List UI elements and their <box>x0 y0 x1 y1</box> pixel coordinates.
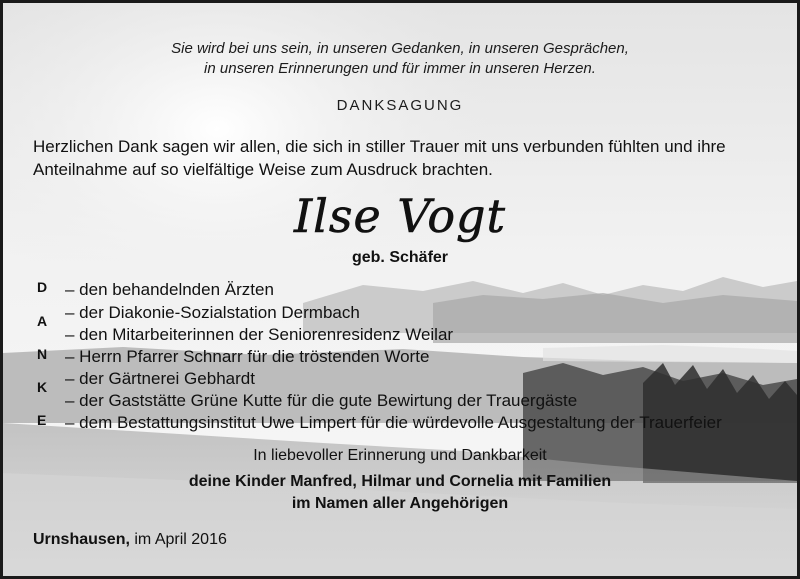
maiden-name: geb. Schäfer <box>351 249 449 266</box>
closing-line-3: im Namen aller Angehörigen <box>291 495 509 512</box>
thanks-line: – den behandelnden Ärzten <box>65 280 274 299</box>
closing-line-2: deine Kinder Manfred, Hilmar und Cornelia mit Familien <box>188 473 612 490</box>
closing-line-1: In liebevoller Erinnerung und Dankbarkeit <box>253 447 547 464</box>
thanks-line: – den Mitarbeiterinnen der Seniorenresidenz Weilar <box>65 325 454 344</box>
signoff-date: im April 2016 <box>129 531 227 548</box>
danke-letter-k: K <box>37 379 48 395</box>
thanks-line: – Herrn Pfarrer Schnarr für die tröstenden Worte <box>65 347 430 366</box>
heading: DANKSAGUNG <box>336 97 464 114</box>
danke-letter-n: N <box>37 346 48 362</box>
danke-letter-e: E <box>37 412 47 428</box>
signoff <box>33 531 227 549</box>
danke-letter-d: D <box>37 279 48 295</box>
deceased-name: Ilse Vogt <box>294 189 506 243</box>
motto-line-2: in unseren Erinnerungen und für immer in unseren Herzen. <box>204 60 596 77</box>
danke-letter-a: A <box>37 313 48 329</box>
content-layer <box>3 3 797 576</box>
thanks-line: – der Gärtnerei Gebhardt <box>65 369 255 388</box>
thanks-line: – der Gaststätte Grüne Kutte für die gute Bewirtung der Trauergäste <box>65 391 578 410</box>
thanks-line: – dem Bestattungsinstitut Uwe Limpert für die würdevolle Ausgestaltung der Trauerfeier <box>65 413 722 432</box>
signoff-place: Urnshausen, <box>33 531 130 548</box>
motto-line-1: Sie wird bei uns sein, in unseren Gedanken, in unseren Gesprächen, <box>171 40 629 57</box>
thanks-line: – der Diakonie-Sozialstation Dermbach <box>65 303 360 322</box>
motto <box>3 39 797 79</box>
intro-text: Herzlichen Dank sagen wir allen, die sich in stiller Trauer mit uns verbunden fühlten und ihre Anteilnahme auf so vielfältige Weise zum Ausdruck brachten. <box>33 137 726 179</box>
